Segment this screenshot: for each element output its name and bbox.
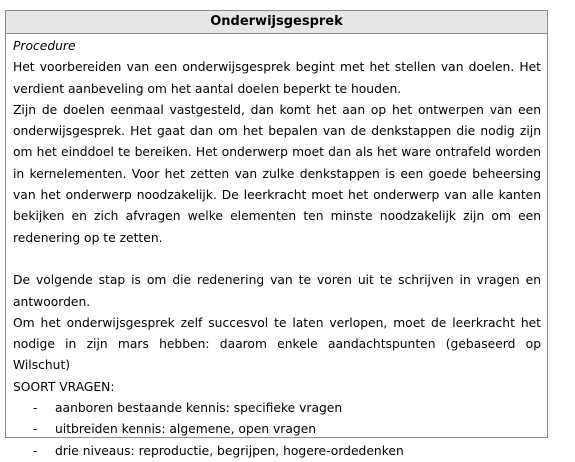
document-title: Onderwijsgesprek xyxy=(6,11,547,34)
bullet-dash: - xyxy=(33,401,38,416)
list-item-text: aanboren bestaande kennis: specifieke vragen xyxy=(55,401,343,416)
paragraph-design: Zijn de doelen eenmaal vastgesteld, dan komt het aan op het ontwerpen van een onderwijsgesprek. Het gaat dan om het bepalen van de denkstappen die nodig zijn om het einddoel te bereiken. Het onderwerp moet dan als het ware ontrafeld worden in kernelementen. Voor het zetten van zulke denkstappen is een goede beheersing van het onderwerp noodzakelijk. De leerkracht moet het onderwerp van alle kanten bekijken en zich afvragen welke elementen ten minste noodzakelijk zijn om een redenering op te zetten. xyxy=(13,102,541,245)
document-box xyxy=(5,10,548,458)
bullet-dash: - xyxy=(33,422,38,437)
paragraph-attention-points: Om het onderwijsgesprek zelf succesvol te laten verlopen, moet de leerkracht het nodige in zijn mars hebben: daarom enkele aandachtspunten (gebaseerd op Wilschut) xyxy=(13,315,541,373)
list-item xyxy=(13,441,541,462)
document-body xyxy=(6,34,547,462)
section-subtitle: Procedure xyxy=(13,39,76,53)
list-item xyxy=(13,398,541,419)
spacer xyxy=(13,249,541,270)
list-heading: SOORT VRAGEN: xyxy=(13,379,115,394)
paragraph-goals: Het voorbereiden van een onderwijsgesprek begint met het stellen van doelen. Het verdient aanbeveling om het aantal doelen beperkt te houden. xyxy=(13,60,541,96)
list-item-text: uitbreiden kennis: algemene, open vragen xyxy=(55,422,317,437)
list-item xyxy=(13,419,541,440)
paragraph-next-step: De volgende stap is om die redenering van te voren uit te schrijven in vragen en antwoorden. xyxy=(13,273,541,309)
list-item-text: drie niveaus: reproductie, begrijpen, hogere-ordedenken xyxy=(55,443,404,458)
bullet-dash: - xyxy=(33,443,38,458)
